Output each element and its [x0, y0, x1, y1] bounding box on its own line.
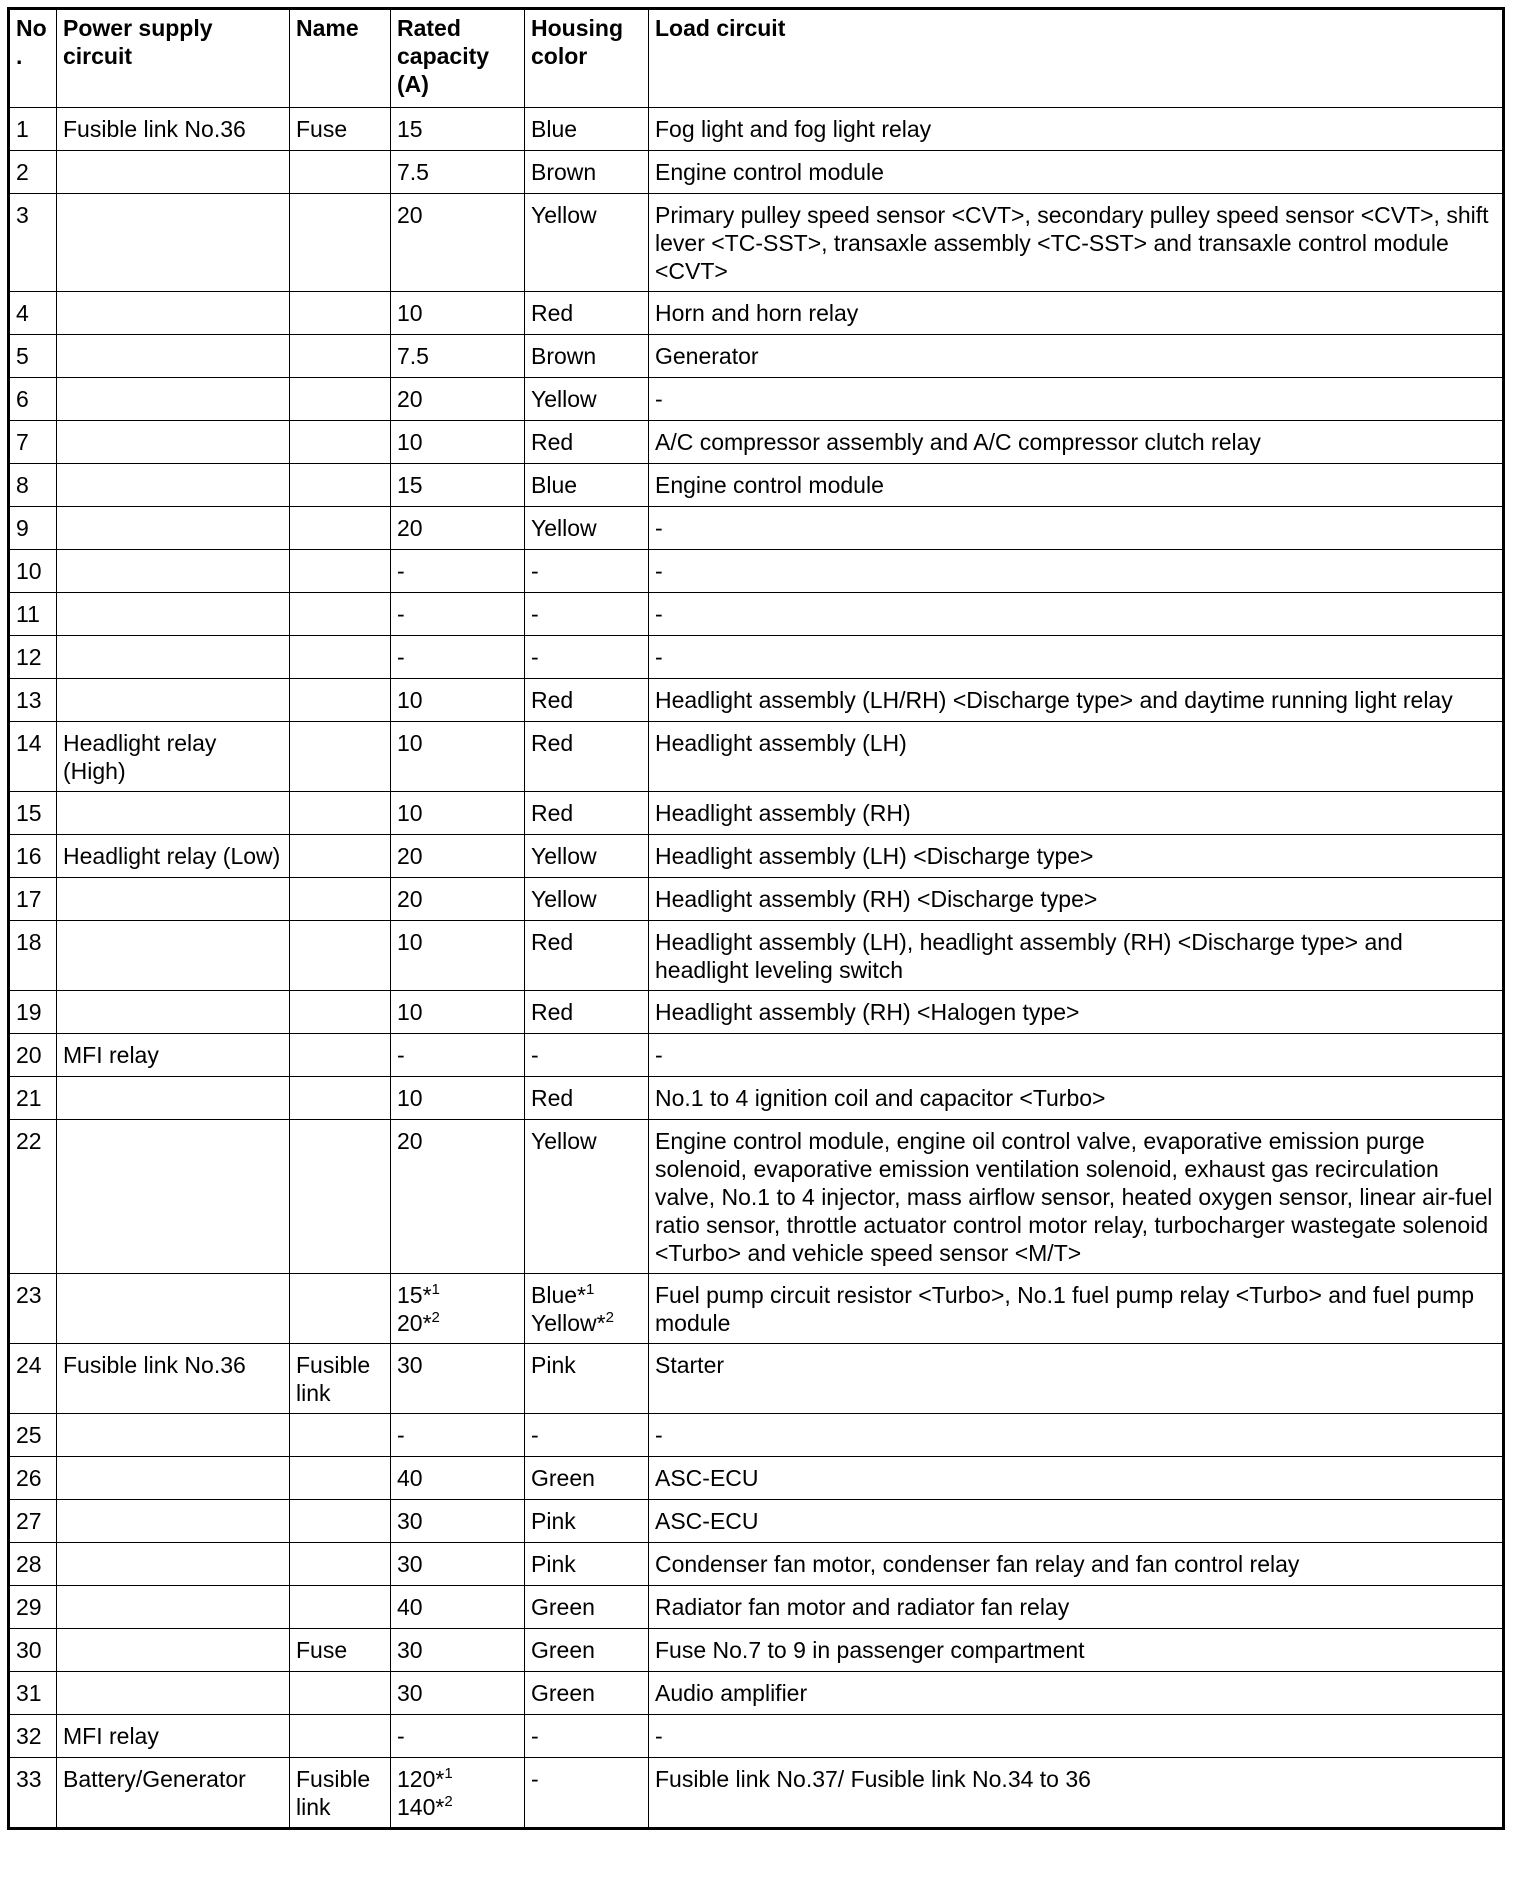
cell-load-circuit: Engine control module	[649, 151, 1504, 194]
cell-power-supply-circuit	[57, 194, 290, 292]
cell-name	[290, 1414, 391, 1457]
cell-rated-capacity: 40	[391, 1457, 525, 1500]
cell-power-supply-circuit: Battery/Generator	[57, 1758, 290, 1829]
table-row	[9, 1274, 1504, 1344]
cell-housing-color-line	[531, 1309, 642, 1337]
cell-rated-capacity: 30	[391, 1500, 525, 1543]
cell-rated-capacity: 15	[391, 108, 525, 151]
cell-power-supply-circuit	[57, 1457, 290, 1500]
cell-power-supply-circuit	[57, 792, 290, 835]
cell-no: 28	[9, 1543, 57, 1586]
cell-load-circuit: Radiator fan motor and radiator fan relay	[649, 1586, 1504, 1629]
cell-power-supply-circuit	[57, 1414, 290, 1457]
cell-name: Fusible link	[290, 1758, 391, 1829]
cell-housing-color: -	[525, 1715, 649, 1758]
cell-no: 25	[9, 1414, 57, 1457]
cell-power-supply-circuit: Headlight relay (High)	[57, 722, 290, 792]
footnote-marker: 1	[585, 1281, 595, 1298]
cell-load-circuit: Fog light and fog light relay	[649, 108, 1504, 151]
cell-housing-color: Red	[525, 1077, 649, 1120]
cell-rated-capacity: 30	[391, 1344, 525, 1414]
cell-housing-color-line	[531, 1281, 642, 1309]
cell-power-supply-circuit: Fusible link No.36	[57, 1344, 290, 1414]
cell-power-supply-circuit	[57, 421, 290, 464]
cell-load-circuit: Fusible link No.37/ Fusible link No.34 to 36	[649, 1758, 1504, 1829]
cell-load-circuit: A/C compressor assembly and A/C compressor clutch relay	[649, 421, 1504, 464]
cell-housing-color: Yellow	[525, 1120, 649, 1274]
cell-no: 2	[9, 151, 57, 194]
cell-housing-color: Green	[525, 1586, 649, 1629]
cell-power-supply-circuit	[57, 921, 290, 991]
cell-rated-capacity: 15	[391, 464, 525, 507]
table-row	[9, 1120, 1504, 1274]
cell-load-circuit: Headlight assembly (LH) <Discharge type>	[649, 835, 1504, 878]
cell-no: 4	[9, 292, 57, 335]
header-no: No.	[9, 9, 57, 108]
cell-housing-color: Brown	[525, 151, 649, 194]
table-row	[9, 878, 1504, 921]
table-header	[9, 9, 1504, 108]
cell-no: 30	[9, 1629, 57, 1672]
cell-housing-color: Red	[525, 991, 649, 1034]
cell-power-supply-circuit: MFI relay	[57, 1034, 290, 1077]
cell-rated-capacity-value: 15*	[397, 1282, 432, 1308]
cell-name	[290, 593, 391, 636]
table-row	[9, 1077, 1504, 1120]
cell-housing-color: -	[525, 550, 649, 593]
table-row	[9, 1586, 1504, 1629]
cell-power-supply-circuit	[57, 1586, 290, 1629]
header-name: Name	[290, 9, 391, 108]
cell-no: 8	[9, 464, 57, 507]
cell-power-supply-circuit	[57, 1629, 290, 1672]
cell-power-supply-circuit	[57, 679, 290, 722]
table-row	[9, 636, 1504, 679]
cell-housing-color: Blue	[525, 108, 649, 151]
cell-power-supply-circuit	[57, 151, 290, 194]
table-row	[9, 194, 1504, 292]
cell-rated-capacity: 20	[391, 194, 525, 292]
cell-housing-color: Red	[525, 792, 649, 835]
cell-power-supply-circuit	[57, 1500, 290, 1543]
cell-load-circuit: Headlight assembly (LH/RH) <Discharge type> and daytime running light relay	[649, 679, 1504, 722]
footnote-marker: 2	[605, 1309, 614, 1326]
cell-housing-color: -	[525, 1758, 649, 1829]
cell-housing-color: -	[525, 1034, 649, 1077]
cell-name	[290, 636, 391, 679]
footnote-marker: 1	[431, 1281, 440, 1298]
cell-no: 29	[9, 1586, 57, 1629]
table-row	[9, 421, 1504, 464]
table-row	[9, 335, 1504, 378]
cell-rated-capacity: 20	[391, 507, 525, 550]
cell-load-circuit: Starter	[649, 1344, 1504, 1414]
cell-name: Fuse	[290, 1629, 391, 1672]
footnote-marker: 2	[431, 1309, 440, 1326]
cell-rated-capacity: -	[391, 1034, 525, 1077]
cell-no: 15	[9, 792, 57, 835]
cell-rated-capacity: 40	[391, 1586, 525, 1629]
cell-housing-color: Green	[525, 1457, 649, 1500]
cell-no: 11	[9, 593, 57, 636]
table-row	[9, 1414, 1504, 1457]
cell-name	[290, 792, 391, 835]
cell-power-supply-circuit: Fusible link No.36	[57, 108, 290, 151]
cell-load-circuit: Headlight assembly (LH), headlight assembly (RH) <Discharge type> and headlight leveling switch	[649, 921, 1504, 991]
cell-power-supply-circuit	[57, 1672, 290, 1715]
cell-load-circuit: Primary pulley speed sensor <CVT>, secondary pulley speed sensor <CVT>, shift lever <TC-SST>, transaxle assembly <TC-SST> and transaxle control module <CVT>	[649, 194, 1504, 292]
cell-rated-capacity: 20	[391, 835, 525, 878]
cell-housing-color-value: Yellow*	[531, 1310, 606, 1336]
cell-load-circuit: -	[649, 593, 1504, 636]
cell-name	[290, 464, 391, 507]
footnote-marker: 2	[444, 1793, 453, 1810]
cell-rated-capacity: 10	[391, 292, 525, 335]
cell-power-supply-circuit	[57, 1077, 290, 1120]
cell-no: 17	[9, 878, 57, 921]
cell-load-circuit: -	[649, 507, 1504, 550]
cell-housing-color: Red	[525, 722, 649, 792]
cell-load-circuit: -	[649, 1715, 1504, 1758]
cell-no: 32	[9, 1715, 57, 1758]
cell-rated-capacity-line	[397, 1309, 518, 1337]
cell-power-supply-circuit	[57, 378, 290, 421]
cell-rated-capacity: 10	[391, 792, 525, 835]
cell-name	[290, 1120, 391, 1274]
cell-name	[290, 1586, 391, 1629]
cell-no: 33	[9, 1758, 57, 1829]
cell-no: 9	[9, 507, 57, 550]
cell-rated-capacity: -	[391, 550, 525, 593]
cell-load-circuit: -	[649, 550, 1504, 593]
cell-load-circuit: No.1 to 4 ignition coil and capacitor <Turbo>	[649, 1077, 1504, 1120]
cell-rated-capacity-line	[397, 1281, 518, 1309]
fuse-table-container	[7, 7, 1505, 1830]
cell-housing-color: Brown	[525, 335, 649, 378]
cell-housing-color: Red	[525, 292, 649, 335]
cell-name	[290, 991, 391, 1034]
table-row	[9, 1758, 1504, 1829]
cell-load-circuit: Headlight assembly (RH)	[649, 792, 1504, 835]
table-row	[9, 1629, 1504, 1672]
cell-load-circuit: -	[649, 378, 1504, 421]
cell-power-supply-circuit	[57, 1120, 290, 1274]
cell-rated-capacity	[391, 1758, 525, 1829]
footnote-marker: 1	[444, 1765, 453, 1782]
cell-load-circuit: Audio amplifier	[649, 1672, 1504, 1715]
cell-no: 21	[9, 1077, 57, 1120]
cell-housing-color: Yellow	[525, 835, 649, 878]
cell-load-circuit: Engine control module	[649, 464, 1504, 507]
table-row	[9, 1457, 1504, 1500]
cell-housing-color: Green	[525, 1672, 649, 1715]
cell-name	[290, 1500, 391, 1543]
cell-load-circuit: ASC-ECU	[649, 1457, 1504, 1500]
cell-name	[290, 507, 391, 550]
cell-load-circuit: Horn and horn relay	[649, 292, 1504, 335]
cell-rated-capacity: 30	[391, 1543, 525, 1586]
cell-power-supply-circuit	[57, 1274, 290, 1344]
table-row	[9, 1500, 1504, 1543]
cell-name	[290, 292, 391, 335]
cell-name	[290, 1715, 391, 1758]
table-row	[9, 593, 1504, 636]
cell-no: 7	[9, 421, 57, 464]
table-row	[9, 679, 1504, 722]
cell-no: 5	[9, 335, 57, 378]
cell-rated-capacity: 30	[391, 1629, 525, 1672]
cell-rated-capacity: -	[391, 593, 525, 636]
cell-name	[290, 335, 391, 378]
cell-rated-capacity: 20	[391, 378, 525, 421]
cell-rated-capacity: -	[391, 1414, 525, 1457]
cell-rated-capacity-value: 120*	[397, 1766, 445, 1792]
cell-housing-color: Red	[525, 421, 649, 464]
cell-power-supply-circuit	[57, 991, 290, 1034]
cell-rated-capacity: 7.5	[391, 335, 525, 378]
cell-rated-capacity: 20	[391, 1120, 525, 1274]
table-row	[9, 151, 1504, 194]
cell-housing-color: -	[525, 1414, 649, 1457]
cell-housing-color	[525, 1274, 649, 1344]
cell-load-circuit: Headlight assembly (RH) <Halogen type>	[649, 991, 1504, 1034]
cell-name: Fusible link	[290, 1344, 391, 1414]
cell-no: 26	[9, 1457, 57, 1500]
cell-name	[290, 194, 391, 292]
cell-housing-color: Pink	[525, 1500, 649, 1543]
cell-load-circuit: Generator	[649, 335, 1504, 378]
header-row	[9, 9, 1504, 108]
cell-power-supply-circuit	[57, 335, 290, 378]
cell-load-circuit: Condenser fan motor, condenser fan relay and fan control relay	[649, 1543, 1504, 1586]
cell-no: 6	[9, 378, 57, 421]
cell-name	[290, 1274, 391, 1344]
table-row	[9, 464, 1504, 507]
cell-housing-color: Red	[525, 679, 649, 722]
cell-name	[290, 151, 391, 194]
cell-name	[290, 421, 391, 464]
cell-power-supply-circuit	[57, 593, 290, 636]
cell-name	[290, 835, 391, 878]
cell-no: 18	[9, 921, 57, 991]
table-row	[9, 1034, 1504, 1077]
cell-no: 12	[9, 636, 57, 679]
table-row	[9, 108, 1504, 151]
fuse-table	[7, 7, 1505, 1830]
cell-rated-capacity-line	[397, 1765, 518, 1793]
cell-housing-color: Pink	[525, 1543, 649, 1586]
header-rated-capacity: Rated capacity (A)	[391, 9, 525, 108]
cell-load-circuit: ASC-ECU	[649, 1500, 1504, 1543]
table-row	[9, 1672, 1504, 1715]
cell-no: 23	[9, 1274, 57, 1344]
cell-power-supply-circuit	[57, 464, 290, 507]
cell-power-supply-circuit	[57, 292, 290, 335]
cell-no: 19	[9, 991, 57, 1034]
cell-rated-capacity: 10	[391, 421, 525, 464]
cell-rated-capacity	[391, 1274, 525, 1344]
cell-power-supply-circuit: MFI relay	[57, 1715, 290, 1758]
cell-rated-capacity: -	[391, 636, 525, 679]
cell-housing-color: Yellow	[525, 878, 649, 921]
header-power-supply-circuit: Power supply circuit	[57, 9, 290, 108]
cell-housing-color-value: Blue*	[531, 1282, 586, 1308]
cell-no: 10	[9, 550, 57, 593]
cell-power-supply-circuit	[57, 550, 290, 593]
cell-rated-capacity-value: 140*	[397, 1794, 445, 1820]
cell-name	[290, 378, 391, 421]
cell-load-circuit: Fuel pump circuit resistor <Turbo>, No.1 fuel pump relay <Turbo> and fuel pump module	[649, 1274, 1504, 1344]
cell-name	[290, 679, 391, 722]
cell-name	[290, 1457, 391, 1500]
cell-power-supply-circuit	[57, 636, 290, 679]
cell-load-circuit: -	[649, 1034, 1504, 1077]
cell-power-supply-circuit	[57, 507, 290, 550]
cell-load-circuit: Headlight assembly (LH)	[649, 722, 1504, 792]
cell-housing-color: Red	[525, 921, 649, 991]
table-row	[9, 921, 1504, 991]
cell-name	[290, 878, 391, 921]
cell-housing-color: Yellow	[525, 194, 649, 292]
cell-no: 3	[9, 194, 57, 292]
table-row	[9, 550, 1504, 593]
cell-no: 1	[9, 108, 57, 151]
cell-rated-capacity: 20	[391, 878, 525, 921]
cell-power-supply-circuit	[57, 878, 290, 921]
cell-load-circuit: Engine control module, engine oil control valve, evaporative emission purge solenoid, evaporative emission ventilation solenoid, exhaust gas recirculation valve, No.1 to 4 injector, mass airflow sensor, heated oxygen sensor, linear air-fuel ratio sensor, throttle actuator control motor relay, turbocharger wastegate solenoid <Turbo> and vehicle speed sensor <M/T>	[649, 1120, 1504, 1274]
cell-no: 31	[9, 1672, 57, 1715]
cell-housing-color: Blue	[525, 464, 649, 507]
cell-name	[290, 921, 391, 991]
table-row	[9, 292, 1504, 335]
cell-rated-capacity: 10	[391, 1077, 525, 1120]
cell-rated-capacity: 10	[391, 679, 525, 722]
cell-rated-capacity: 10	[391, 991, 525, 1034]
cell-name	[290, 1543, 391, 1586]
cell-load-circuit: -	[649, 636, 1504, 679]
header-housing-color: Housing color	[525, 9, 649, 108]
cell-housing-color: -	[525, 636, 649, 679]
cell-name	[290, 1672, 391, 1715]
cell-load-circuit: Headlight assembly (RH) <Discharge type>	[649, 878, 1504, 921]
cell-no: 14	[9, 722, 57, 792]
cell-housing-color: Yellow	[525, 378, 649, 421]
cell-housing-color: -	[525, 593, 649, 636]
header-load-circuit: Load circuit	[649, 9, 1504, 108]
cell-no: 16	[9, 835, 57, 878]
table-body	[9, 108, 1504, 1829]
cell-load-circuit: -	[649, 1414, 1504, 1457]
cell-no: 13	[9, 679, 57, 722]
table-row	[9, 1715, 1504, 1758]
cell-no: 20	[9, 1034, 57, 1077]
cell-housing-color: Yellow	[525, 507, 649, 550]
table-row	[9, 1543, 1504, 1586]
cell-load-circuit: Fuse No.7 to 9 in passenger compartment	[649, 1629, 1504, 1672]
cell-no: 22	[9, 1120, 57, 1274]
cell-housing-color: Pink	[525, 1344, 649, 1414]
cell-name: Fuse	[290, 108, 391, 151]
cell-rated-capacity: 7.5	[391, 151, 525, 194]
table-row	[9, 722, 1504, 792]
table-row	[9, 1344, 1504, 1414]
cell-name	[290, 1034, 391, 1077]
cell-rated-capacity: -	[391, 1715, 525, 1758]
cell-no: 24	[9, 1344, 57, 1414]
cell-rated-capacity-value: 20*	[397, 1310, 432, 1336]
table-row	[9, 991, 1504, 1034]
cell-name	[290, 722, 391, 792]
cell-rated-capacity: 30	[391, 1672, 525, 1715]
cell-name	[290, 1077, 391, 1120]
cell-housing-color: Green	[525, 1629, 649, 1672]
cell-rated-capacity-line	[397, 1793, 518, 1821]
table-row	[9, 792, 1504, 835]
table-row	[9, 378, 1504, 421]
table-row	[9, 507, 1504, 550]
cell-rated-capacity: 10	[391, 921, 525, 991]
cell-name	[290, 550, 391, 593]
cell-rated-capacity: 10	[391, 722, 525, 792]
cell-no: 27	[9, 1500, 57, 1543]
cell-power-supply-circuit: Headlight relay (Low)	[57, 835, 290, 878]
cell-power-supply-circuit	[57, 1543, 290, 1586]
table-row	[9, 835, 1504, 878]
